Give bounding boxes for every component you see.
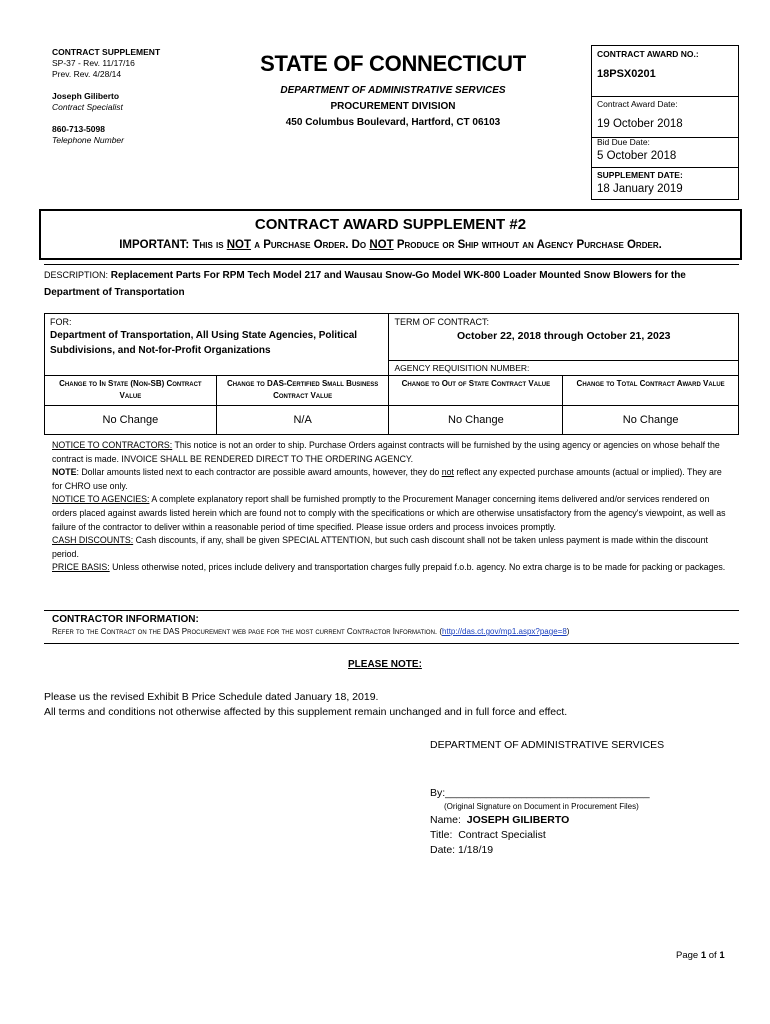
val-in-state: No Change [45,406,217,435]
note-label: NOTE [52,467,77,478]
cash-discounts-text: Cash discounts, if any, shall be given SPECIAL ATTENTION, but such cash discount shall not be taken unless payment is made within the discount period. [52,535,709,559]
award-number-label: CONTRACT AWARD NO.: [597,49,699,59]
contractor-information [44,610,739,644]
price-basis-text: Unless otherwise noted, prices include delivery and transportation charges fully prepaid f.o.b. agency. No extra charge is to be made for packing or packages. [109,562,726,573]
contact-phone: 860-713-5098 [52,124,105,134]
signer-name: JOSEPH GILIBERTO [466,814,570,826]
signer-name-row [430,813,730,828]
col-header-total: Change to Total Contract Award Value [563,376,739,406]
award-number-cell [592,46,738,97]
contractor-info-refer: Refer to the Contract on the DAS Procurement web page for the most current Contractor Information. [52,627,438,636]
award-info-box [591,45,739,200]
form-previous-revision: Prev. Rev. 4/28/14 [52,69,122,79]
form-revision: SP-37 - Rev. 11/17/16 [52,58,135,68]
supplement-title-box [39,209,742,260]
requisition-cell [389,361,739,376]
signed-date-row [430,843,730,858]
notices-section [52,439,734,575]
for-cell [45,314,389,376]
note-not: not [441,467,454,478]
signer-name-label: Name: [430,814,461,826]
contractors-notice-label: NOTICE TO CONTRACTORS: [52,440,173,450]
page-of: of [706,950,720,961]
please-note-heading: PLEASE NOTE: [348,659,422,670]
award-date-label: Contract Award Date: [597,99,678,109]
signature-block [430,738,730,858]
not-emphasis-2: NOT [369,239,394,251]
description-text: Replacement Parts For RPM Tech Model 217 and Wausau Snow-Go Model WK-800 Loader Mounted Snow Blowers for the Department of Transportation [44,270,686,298]
body-line-1: Please us the revised Exhibit B Price Schedule dated January 18, 2019. [44,691,379,703]
supplement-date-label: SUPPLEMENT DATE: [597,170,683,180]
col-header-out-of-state: Change to Out of State Contract Value [389,376,563,406]
contract-details-table [44,313,739,435]
important-notice [41,238,740,253]
contractors-notice-text: This notice is not an order to ship. Purchase Orders against contracts will be furnished by the using agency or agencies on whose behalf the contract is made. INVOICE SHALL BE RENDERED DIRECT TO THE ORDERING AGENCY. [52,440,720,464]
cash-discounts [52,534,734,561]
signed-date-label: Date: [430,844,456,856]
phone-label: Telephone Number [52,135,124,145]
supplement-body [44,690,744,720]
division-name: PROCUREMENT DIVISION [330,101,456,112]
val-small-business: N/A [216,406,389,435]
val-total: No Change [563,406,739,435]
bid-due-label: Bid Due Date: [597,137,650,147]
col-header-small-business: Change to DAS-Certified Small Business Contract Value [216,376,389,406]
important-prefix: IMPORTANT: This is [119,239,227,251]
contractor-info-text [52,626,739,638]
not-emphasis-1: NOT [226,239,252,251]
contractor-info-title: CONTRACTOR INFORMATION: [52,614,199,625]
state-title: STATE OF CONNECTICUT [260,51,526,76]
price-basis [52,561,734,575]
supplement-title: CONTRACT AWARD SUPPLEMENT #2 [254,216,527,233]
page-current: 1 [700,950,707,961]
notice-to-agencies [52,493,734,534]
description [44,267,744,301]
department-name: DEPARTMENT OF ADMINISTRATIVE SERVICES [280,85,506,96]
for-value: Department of Transportation, All Using State Agencies, Political Subdivisions, and Not-for-Profit Organizations [50,330,358,356]
signer-title: Contract Specialist [458,829,546,841]
note-paragraph [52,466,734,493]
requisition-label: AGENCY REQUISITION NUMBER: [394,363,530,373]
signature-note: (Original Signature on Document in Procurement Files) [444,802,639,811]
notice-to-contractors [52,439,734,466]
address: 450 Columbus Boulevard, Hartford, CT 06103 [285,117,501,128]
das-procurement-link[interactable]: http://das.ct.gov/mp1.aspx?page=8 [442,627,567,636]
agencies-notice-text: A complete explanatory report shall be furnished promptly to the Procurement Manager concerning items delivered and/or services rendered on orders placed against awards listed herein which are found not to comply with the specifications or which are otherwise unsatisfactory from the agency's viewpoint, as well as failure of the contractor to deliver within a reasonable period of time specified. Please issue orders and process invoices promptly. [52,494,726,532]
signature-line: By:___________________________________ [430,787,650,799]
val-out-of-state: No Change [389,406,563,435]
signer-title-row [430,828,730,843]
award-number: 18PSX0201 [597,68,656,80]
body-line-2: All terms and conditions not otherwise affected by this supplement remain unchanged and in full force and effect. [44,706,568,718]
description-divider [44,264,739,265]
page-prefix: Page [676,950,701,961]
agencies-notice-label: NOTICE TO AGENCIES: [52,494,150,505]
price-basis-label: PRICE BASIS: [52,562,110,573]
note-text-1: : Dollar amounts listed next to each contractor are possible award amounts, however, they do [76,467,442,478]
bid-due-cell [592,137,738,168]
col-header-in-state: Change to In State (Non-SB) Contract Value [45,376,217,406]
supplement-date-cell [592,167,738,199]
form-title: CONTRACT SUPPLEMENT [52,47,161,57]
important-suffix: Produce or Ship without an Agency Purchase Order. [393,239,662,251]
award-date-cell [592,96,738,138]
signed-date: 1/18/19 [458,844,494,856]
signer-title-label: Title: [430,829,453,841]
page-number [676,950,725,961]
contact-name: Joseph Giliberto [52,91,120,101]
supplement-date: 18 January 2019 [597,183,683,195]
page-total: 1 [719,950,725,961]
for-label: FOR: [50,317,72,327]
bid-due-date: 5 October 2018 [597,150,677,162]
link-close-paren: ) [566,627,570,636]
header-center [248,50,538,130]
term-label: TERM OF CONTRACT: [394,317,489,327]
award-date: 19 October 2018 [597,118,683,130]
signature-department: DEPARTMENT OF ADMINISTRATIVE SERVICES [430,739,665,751]
term-cell [389,314,739,361]
description-label: DESCRIPTION: [44,270,109,280]
header-left [52,47,242,146]
link-open-paren: ( [437,627,443,636]
note-text-2: reflect any expected purchase amounts (actual or implied). They are for CHRO use only. [52,467,722,491]
contact-title: Contract Specialist [52,102,123,112]
important-mid: a Purchase Order. Do [251,239,370,251]
cash-discounts-label: CASH DISCOUNTS: [52,535,134,546]
term-value: October 22, 2018 through October 21, 2023 [456,330,671,342]
